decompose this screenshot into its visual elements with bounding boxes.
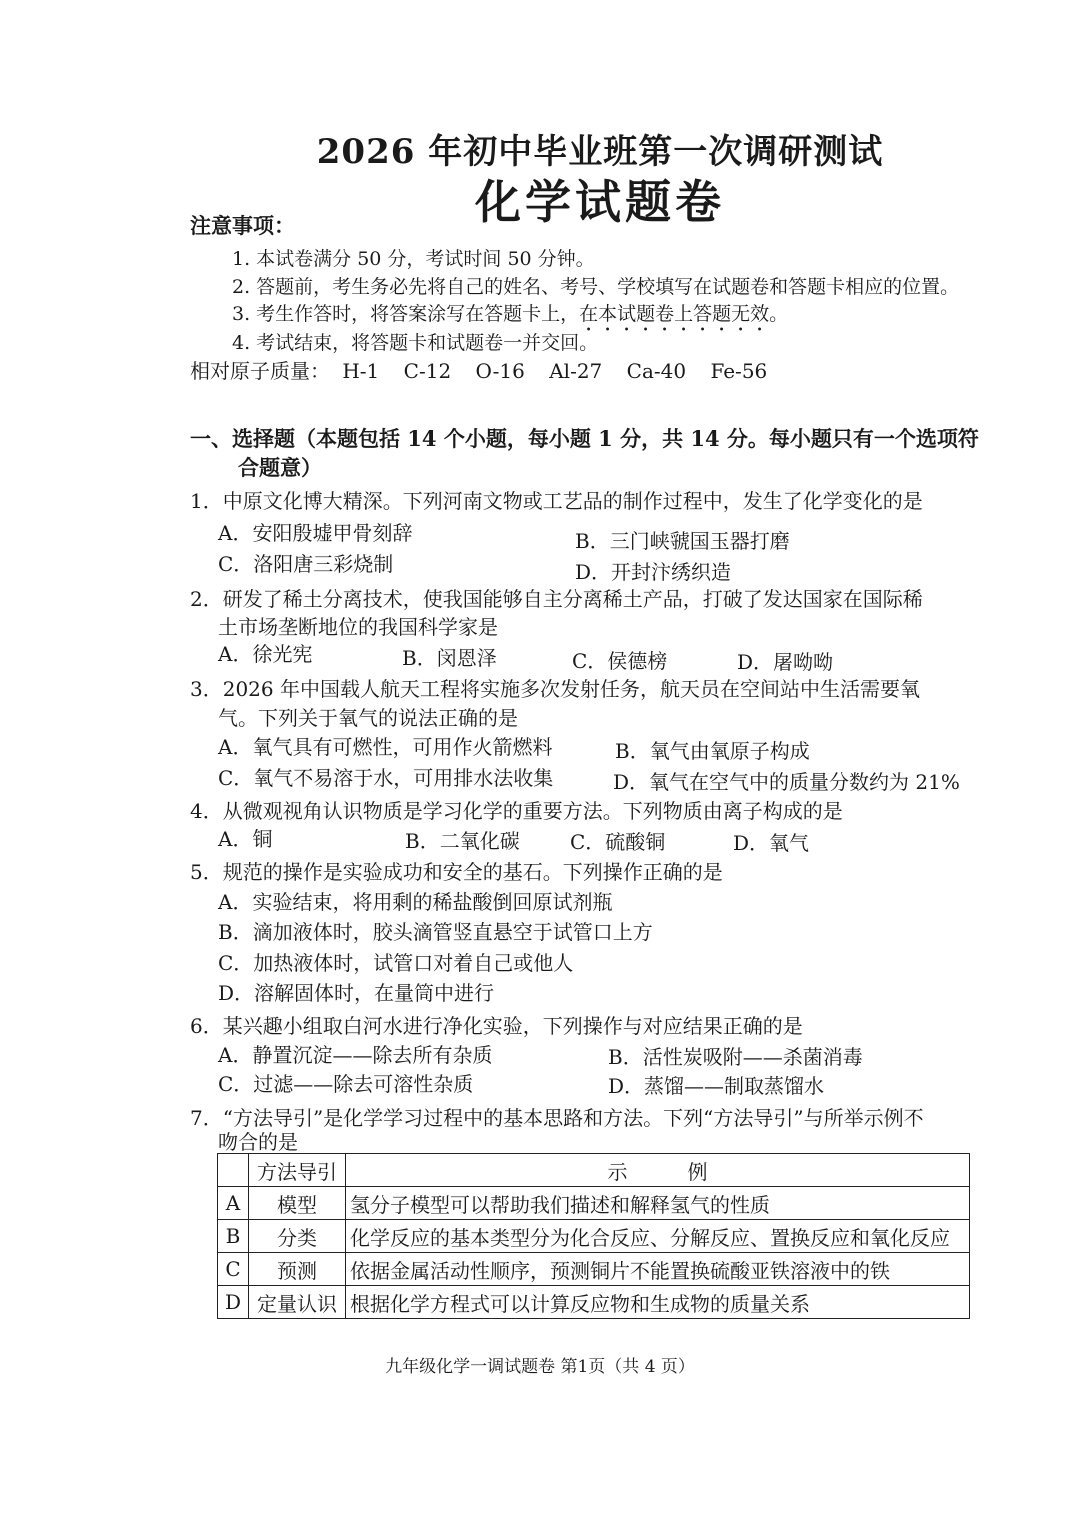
question-1-stem: 1．中原文化博大精深。下列河南文物或工艺品的制作过程中，发生了化学变化的是	[190, 489, 923, 513]
atomic-masses	[190, 355, 767, 384]
question-1-option-d: D．开封汴绣织造	[575, 560, 732, 584]
table-row	[218, 1187, 970, 1220]
table-row	[218, 1286, 970, 1319]
question-6-option-a: A．静置沉淀——除去所有杂质	[218, 1043, 493, 1067]
question-5-stem: 5．规范的操作是实验成功和安全的基石。下列操作正确的是	[190, 860, 723, 884]
table-row-example: 氢分子模型可以帮助我们描述和解释氢气的性质	[346, 1187, 970, 1220]
question-4-option-b: B．二氧化碳	[405, 829, 520, 853]
notice-item-3-text: 3. 考生作答时，将答案涂写在答题卡上，	[232, 303, 580, 325]
question-4-option-a: A．铜	[218, 827, 273, 851]
question-3-stem-cont: 气。下列关于氧气的说法正确的是	[218, 706, 518, 730]
section-title: 一、选择题（本题包括 14 个小题，每小题 1 分，共 14 分。每小题只有一个选项符	[190, 426, 979, 451]
question-6-stem: 6．某兴趣小组取白河水进行净化实验，下列操作与对应结果正确的是	[190, 1014, 803, 1038]
notice-item-2: 2. 答题前，考生务必先将自己的姓名、考号、学校填写在试题卷和答题卡相应的位置。	[232, 276, 960, 298]
atomic-mass-ca: Ca-40	[626, 359, 687, 383]
question-2-option-d: D．屠呦呦	[737, 650, 834, 674]
table-row	[218, 1253, 970, 1286]
question-6-option-c: C．过滤——除去可溶性杂质	[218, 1072, 474, 1096]
table-row-key: D	[218, 1286, 249, 1319]
notice-item-3-emphasis: 在本试题卷上答题无效。	[579, 303, 789, 325]
table-header-method: 方法导引	[249, 1154, 346, 1187]
question-7-stem: 7．“方法导引”是化学学习过程中的基本思路和方法。下列“方法导引”与所举示例不	[190, 1106, 924, 1130]
question-5-option-c: C．加热液体时，试管口对着自己或他人	[218, 951, 574, 975]
notice-heading: 注意事项：	[190, 213, 295, 238]
question-3-option-b: B．氧气由氧原子构成	[615, 739, 810, 763]
question-3-stem: 3．2026 年中国载人航天工程将实施多次发射任务，航天员在空间站中生活需要氧	[190, 677, 920, 701]
method-guide-table	[217, 1153, 970, 1319]
question-6-option-b: B．活性炭吸附——杀菌消毒	[608, 1045, 863, 1069]
question-3-option-c: C．氧气不易溶于水，可用排水法收集	[218, 766, 554, 790]
table-row-key: B	[218, 1220, 249, 1253]
table-header-key	[218, 1154, 249, 1187]
table-row-method: 分类	[249, 1220, 346, 1253]
table-row-method: 预测	[249, 1253, 346, 1286]
atomic-mass-h: H-1	[342, 359, 380, 383]
atomic-mass-al: Al-27	[549, 359, 603, 383]
notice-item-1: 1. 本试卷满分 50 分，考试时间 50 分钟。	[232, 248, 595, 270]
question-5-option-a: A．实验结束，将用剩的稀盐酸倒回原试剂瓶	[218, 890, 613, 914]
table-row-method: 模型	[249, 1187, 346, 1220]
table-row-example: 根据化学方程式可以计算反应物和生成物的质量关系	[346, 1286, 970, 1319]
question-2-stem: 2．研发了稀土分离技术，使我国能够自主分离稀土产品，打破了发达国家在国际稀	[190, 587, 923, 611]
table-row-example: 依据金属活动性顺序，预测铜片不能置换硫酸亚铁溶液中的铁	[346, 1253, 970, 1286]
question-1-option-a: A．安阳殷墟甲骨刻辞	[218, 521, 413, 545]
table-row-key: A	[218, 1187, 249, 1220]
table-row	[218, 1220, 970, 1253]
question-4-option-c: C．硫酸铜	[570, 830, 666, 854]
exam-subject-title: 化学试题卷	[475, 175, 725, 229]
table-header-example: 示 例	[346, 1154, 970, 1187]
table-row-example: 化学反应的基本类型分为化合反应、分解反应、置换反应和氧化反应	[346, 1220, 970, 1253]
question-5-option-b: B．滴加液体时，胶头滴管竖直悬空于试管口上方	[218, 920, 653, 944]
question-6-option-d: D．蒸馏——制取蒸馏水	[608, 1074, 825, 1098]
question-3-option-a: A．氧气具有可燃性，可用作火箭燃料	[218, 735, 553, 759]
question-2-stem-cont: 土市场垄断地位的我国科学家是	[218, 615, 498, 639]
question-4-stem: 4．从微观视角认识物质是学习化学的重要方法。下列物质由离子构成的是	[190, 799, 843, 823]
table-row-method: 定量认识	[249, 1286, 346, 1319]
page-footer: 九年级化学一调试题卷 第1页（共 4 页）	[385, 1357, 695, 1377]
atomic-mass-c: C-12	[403, 359, 452, 383]
question-5-option-d: D．溶解固体时，在量筒中进行	[218, 981, 495, 1005]
question-1-option-b: B．三门峡虢国玉器打磨	[575, 529, 790, 553]
question-3-option-d: D．氧气在空气中的质量分数约为 21%	[613, 770, 960, 794]
exam-title: 2026 年初中毕业班第一次调研测试	[316, 132, 884, 172]
atomic-mass-fe: Fe-56	[710, 359, 768, 383]
question-1-option-c: C．洛阳唐三彩烧制	[218, 552, 394, 576]
question-7-stem-cont: 吻合的是	[218, 1130, 298, 1154]
table-row-key: C	[218, 1253, 249, 1286]
question-2-option-c: C．侯德榜	[572, 649, 668, 673]
question-4-option-d: D．氧气	[733, 831, 810, 855]
table-header-row	[218, 1154, 970, 1187]
question-2-option-a: A．徐光宪	[218, 642, 313, 666]
notice-item-4: 4. 考试结束，将答题卡和试题卷一并交回。	[232, 332, 599, 354]
question-2-option-b: B．闵恩泽	[402, 646, 497, 670]
atomic-mass-label: 相对原子质量：	[190, 359, 330, 383]
section-title-cont: 合题意）	[238, 455, 322, 480]
atomic-mass-o: O-16	[475, 359, 525, 383]
